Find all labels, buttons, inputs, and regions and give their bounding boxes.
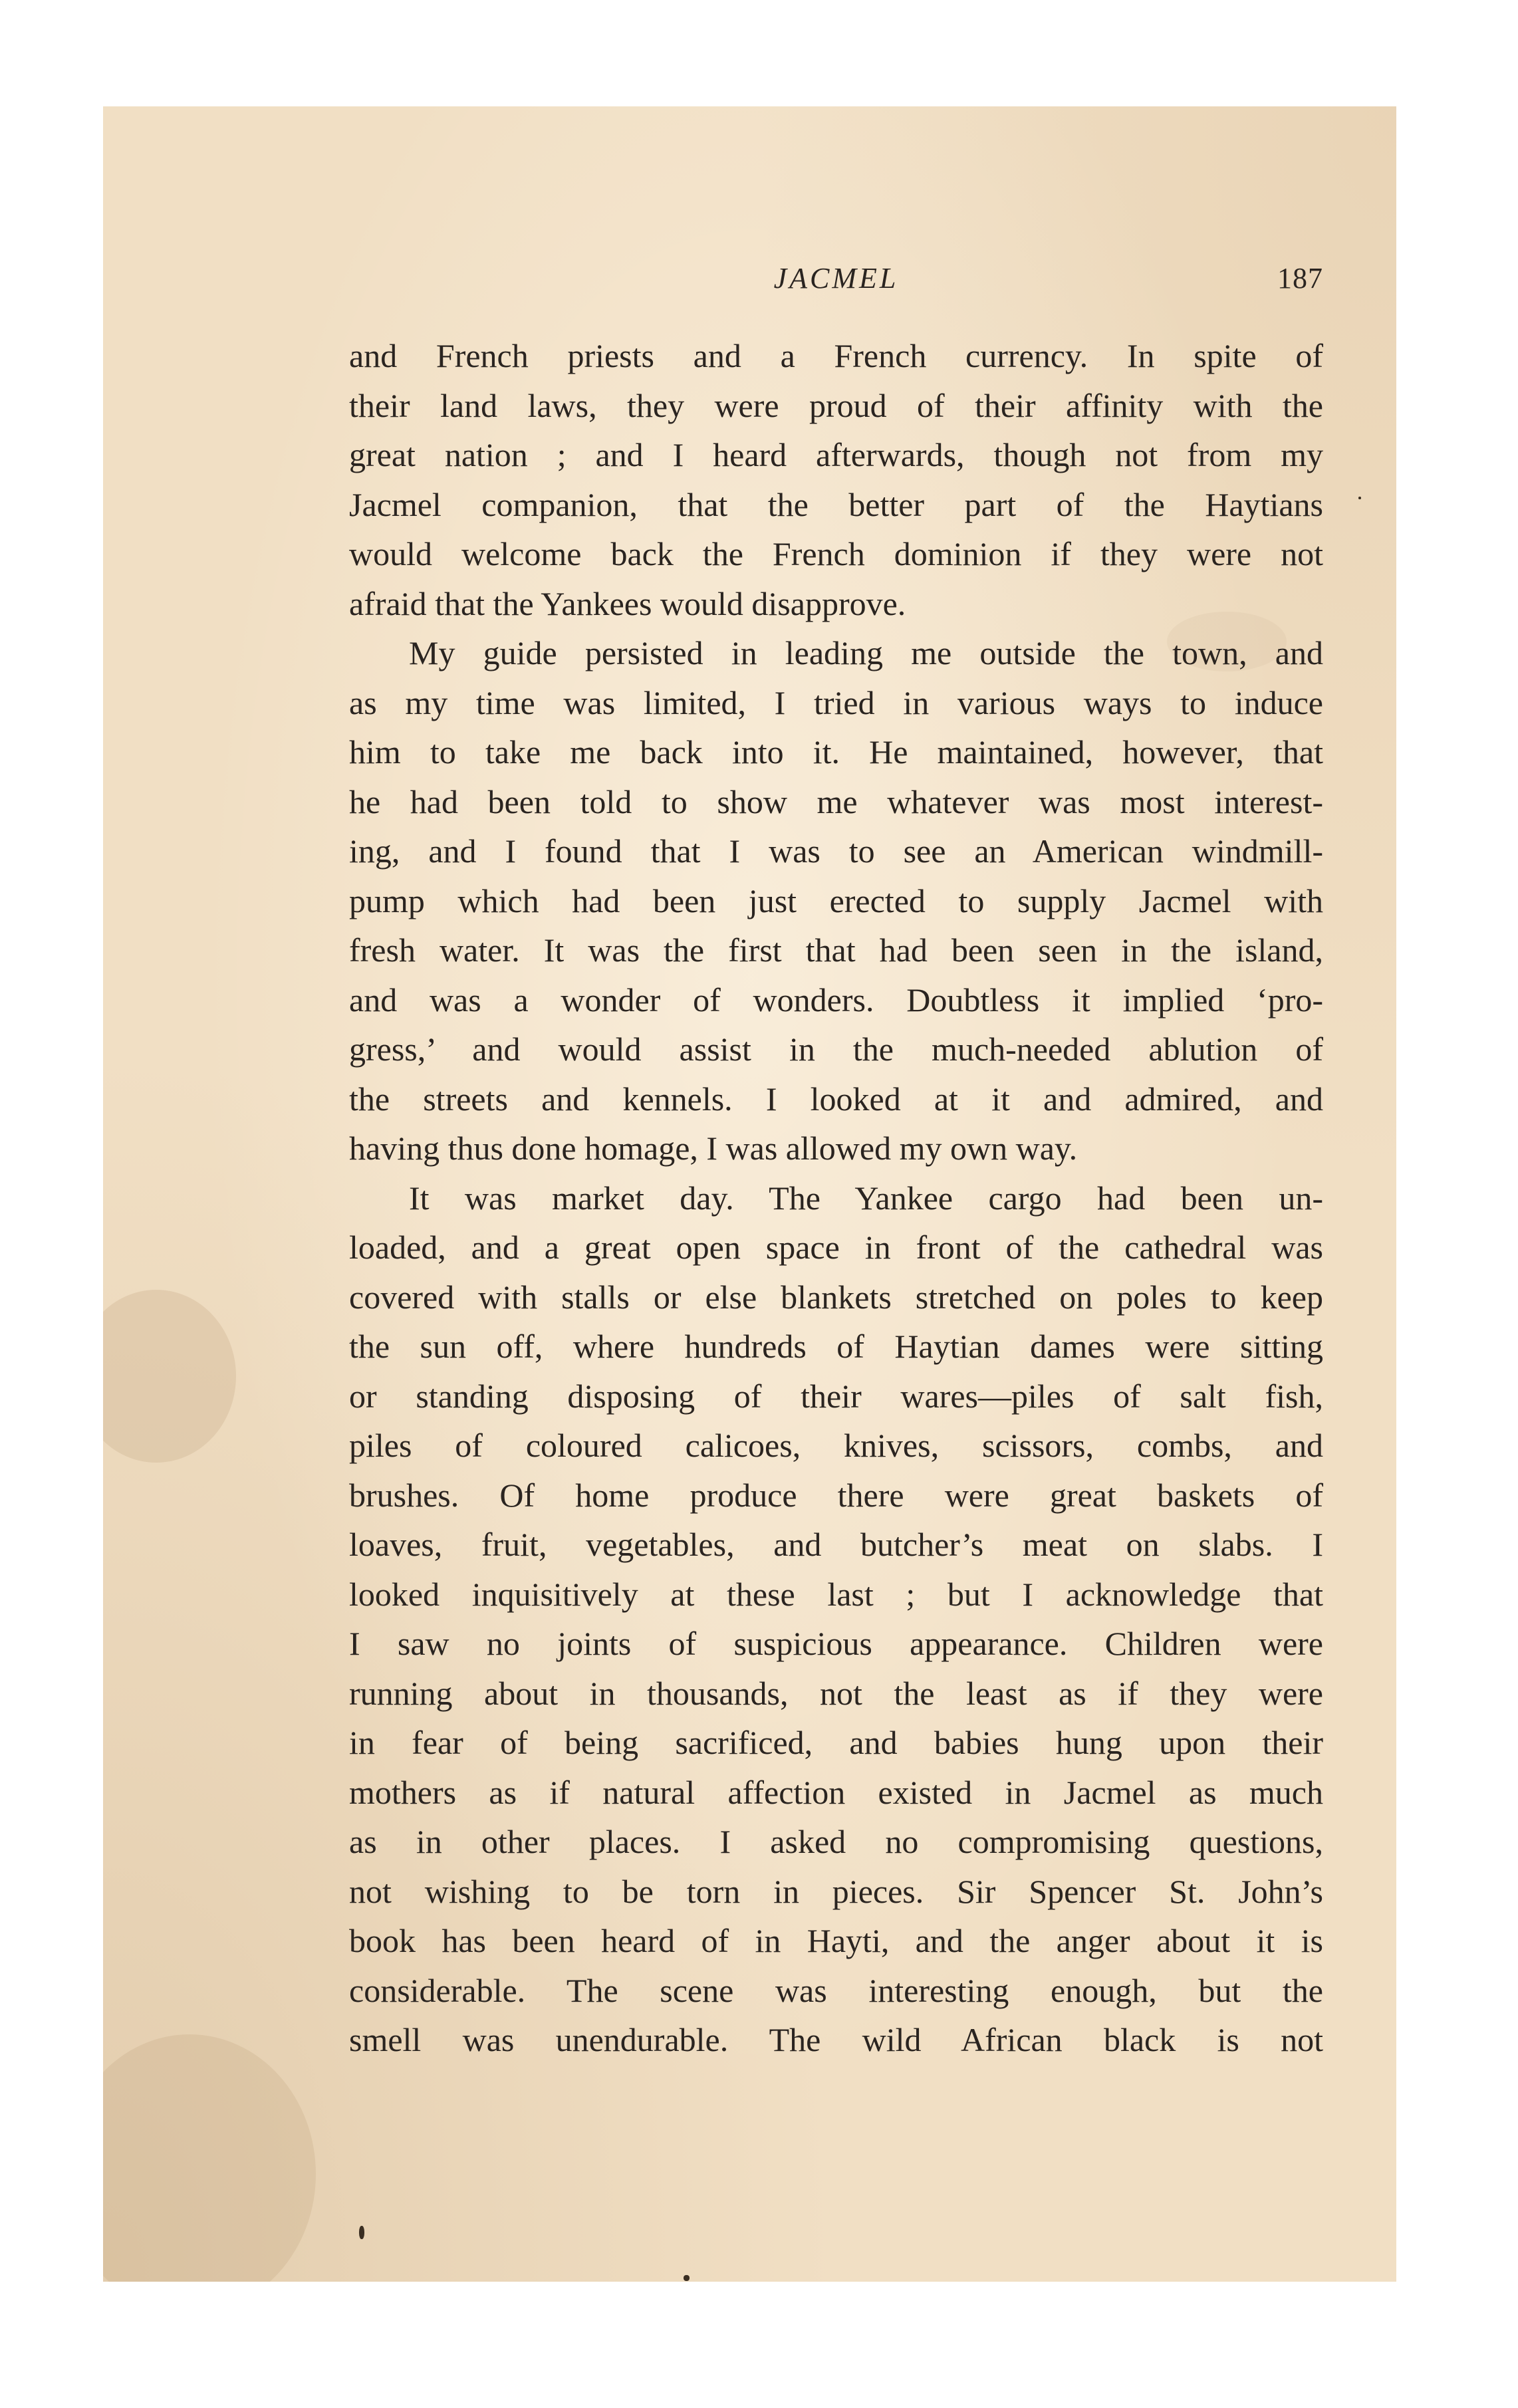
text-line: brushes. Of home produce there were great baskets of — [349, 1476, 1323, 1514]
text-line: having thus done homage, I was allowed my own way. — [349, 1130, 1078, 1167]
scanned-book-page — [103, 106, 1396, 2282]
text-line: as in other places. I asked no compromising questions, — [349, 1823, 1323, 1860]
text-line: and was a wonder of wonders. Doubtless it implied ‘pro- — [349, 981, 1323, 1019]
text-line: My guide persisted in leading me outside the town, and — [409, 634, 1323, 671]
text-line: he had been told to show me whatever was most interest- — [349, 783, 1323, 820]
text-line: looked inquisitively at these last ; but I acknowledge that — [349, 1575, 1323, 1613]
text-line: mothers as if natural affection existed in Jacmel as much — [349, 1773, 1323, 1811]
text-line: or standing disposing of their wares—piles of salt fish, — [349, 1377, 1323, 1415]
text-line: the sun off, where hundreds of Haytian dames were sitting — [349, 1328, 1323, 1365]
page-number: 187 — [1277, 262, 1323, 295]
text-line: and French priests and a French currency. In spite of — [349, 337, 1323, 374]
text-line: not wishing to be torn in pieces. Sir Spencer St. John’s — [349, 1872, 1323, 1910]
text-line: running about in thousands, not the least as if they were — [349, 1674, 1323, 1712]
text-line: as my time was limited, I tried in various ways to induce — [349, 683, 1323, 721]
text-line: him to take me back into it. He maintained, however, that — [349, 733, 1323, 771]
ink-speck — [1358, 497, 1361, 499]
text-line: I saw no joints of suspicious appearance. Children were — [349, 1625, 1323, 1662]
text-line: considerable. The scene was interesting enough, but the — [349, 1971, 1323, 2009]
text-line: loaded, and a great open space in front of the cathedral was — [349, 1229, 1323, 1266]
text-line: piles of coloured calicoes, knives, scissors, combs, and — [349, 1427, 1323, 1464]
text-line: great nation ; and I heard afterwards, though not from my — [349, 436, 1323, 473]
text-line: book has been heard of in Hayti, and the anger about it is — [349, 1922, 1323, 1959]
running-head — [349, 261, 1323, 308]
text-line: afraid that the Yankees would disapprove. — [349, 584, 906, 622]
text-line: pump which had been just erected to supply Jacmel with — [349, 882, 1323, 919]
text-line: ing, and I found that I was to see an American windmill- — [349, 832, 1323, 870]
text-line: loaves, fruit, vegetables, and butcher’s meat on slabs. I — [349, 1526, 1323, 1563]
ink-speck — [359, 2226, 364, 2239]
text-line: the streets and kennels. I looked at it and admired, and — [349, 1080, 1323, 1118]
body-text — [349, 331, 1323, 2065]
text-line: smell was unendurable. The wild African black is not — [349, 2021, 1323, 2058]
ink-speck — [684, 2275, 690, 2281]
paper-stain — [103, 1290, 236, 1463]
paper-stain — [103, 2034, 316, 2282]
text-line: gress,’ and would assist in the much-needed ablution of — [349, 1030, 1323, 1068]
text-line: their land laws, they were proud of their affinity with the — [349, 386, 1323, 424]
text-line: fresh water. It was the first that had been seen in the island, — [349, 931, 1323, 969]
text-line: covered with stalls or else blankets stretched on poles to keep — [349, 1278, 1323, 1316]
text-line: Jacmel companion, that the better part of the Haytians — [349, 485, 1323, 523]
running-title: JACMEL — [773, 262, 899, 295]
text-line: in fear of being sacrificed, and babies hung upon their — [349, 1724, 1323, 1761]
text-line: It was market day. The Yankee cargo had been un- — [409, 1179, 1323, 1217]
text-line: would welcome back the French dominion if they were not — [349, 535, 1323, 572]
